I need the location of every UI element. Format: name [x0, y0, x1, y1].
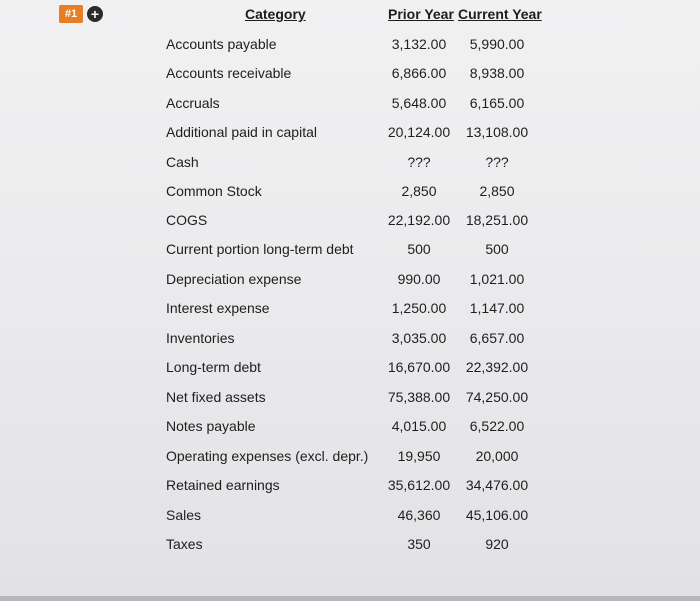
row-category: Current portion long-term debt — [166, 241, 354, 257]
row-category: Accounts payable — [166, 36, 277, 52]
table-row — [0, 209, 700, 231]
table-row — [0, 445, 700, 467]
row-current-value: 2,850 — [479, 183, 515, 199]
prior-year-header: Prior Year — [388, 6, 454, 22]
row-category: Additional paid in capital — [166, 124, 317, 140]
row-category: Inventories — [166, 330, 235, 346]
row-current-value: 20,000 — [475, 448, 519, 464]
row-current-value: 6,165.00 — [469, 95, 525, 111]
table-row — [0, 62, 700, 84]
table-row — [0, 327, 700, 349]
table-row — [0, 415, 700, 437]
row-category: Operating expenses (excl. depr.) — [166, 448, 369, 464]
row-category: Taxes — [166, 536, 203, 552]
row-prior-value: ??? — [407, 154, 431, 170]
row-category: Notes payable — [166, 418, 256, 434]
row-prior-value: 35,612.00 — [387, 477, 451, 493]
row-current-value: 45,106.00 — [465, 507, 529, 523]
table-row — [0, 297, 700, 319]
question-number-badge[interactable]: #1 — [59, 5, 83, 23]
table-row — [0, 268, 700, 290]
row-prior-value: 3,035.00 — [391, 330, 447, 346]
row-current-value: 1,021.00 — [469, 271, 525, 287]
row-prior-value: 46,360 — [397, 507, 441, 523]
row-category: Depreciation expense — [166, 271, 302, 287]
row-category: Long-term debt — [166, 359, 261, 375]
row-category: Cash — [166, 154, 199, 170]
current-year-header: Current Year — [458, 6, 542, 22]
table-row — [0, 474, 700, 496]
row-prior-value: 75,388.00 — [387, 389, 451, 405]
category-header: Category — [245, 6, 306, 22]
row-prior-value: 990.00 — [397, 271, 441, 287]
add-icon[interactable]: + — [87, 6, 103, 22]
row-category: Common Stock — [166, 183, 262, 199]
row-prior-value: 3,132.00 — [391, 36, 447, 52]
row-category: Sales — [166, 507, 202, 523]
row-current-value: 500 — [485, 241, 509, 257]
row-current-value: 22,392.00 — [465, 359, 529, 375]
row-category: Net fixed assets — [166, 389, 266, 405]
row-prior-value: 500 — [407, 241, 431, 257]
row-prior-value: 2,850 — [401, 183, 437, 199]
row-prior-value: 350 — [407, 536, 431, 552]
table-row — [0, 121, 700, 143]
row-prior-value: 4,015.00 — [391, 418, 447, 434]
row-prior-value: 5,648.00 — [391, 95, 447, 111]
row-current-value: ??? — [485, 154, 509, 170]
row-current-value: 920 — [485, 536, 509, 552]
table-row — [0, 504, 700, 526]
row-current-value: 13,108.00 — [465, 124, 529, 140]
table-row — [0, 151, 700, 173]
table-row — [0, 238, 700, 260]
table-row — [0, 180, 700, 202]
row-category: Interest expense — [166, 300, 270, 316]
table-row — [0, 356, 700, 378]
row-prior-value: 6,866.00 — [391, 65, 447, 81]
row-current-value: 18,251.00 — [465, 212, 529, 228]
row-current-value: 6,522.00 — [469, 418, 525, 434]
row-category: COGS — [166, 212, 208, 228]
row-current-value: 5,990.00 — [469, 36, 525, 52]
row-current-value: 74,250.00 — [465, 389, 529, 405]
row-current-value: 6,657.00 — [469, 330, 525, 346]
row-prior-value: 1,250.00 — [391, 300, 447, 316]
row-category: Retained earnings — [166, 477, 280, 493]
row-prior-value: 22,192.00 — [387, 212, 451, 228]
row-current-value: 1,147.00 — [469, 300, 525, 316]
row-category: Accruals — [166, 95, 220, 111]
sheet-bottom-edge — [0, 596, 700, 601]
row-prior-value: 16,670.00 — [387, 359, 451, 375]
row-current-value: 8,938.00 — [469, 65, 525, 81]
table-row — [0, 386, 700, 408]
row-prior-value: 20,124.00 — [387, 124, 451, 140]
table-row — [0, 33, 700, 55]
table-row — [0, 92, 700, 114]
row-prior-value: 19,950 — [397, 448, 441, 464]
row-category: Accounts receivable — [166, 65, 292, 81]
table-row — [0, 533, 700, 555]
row-current-value: 34,476.00 — [465, 477, 529, 493]
